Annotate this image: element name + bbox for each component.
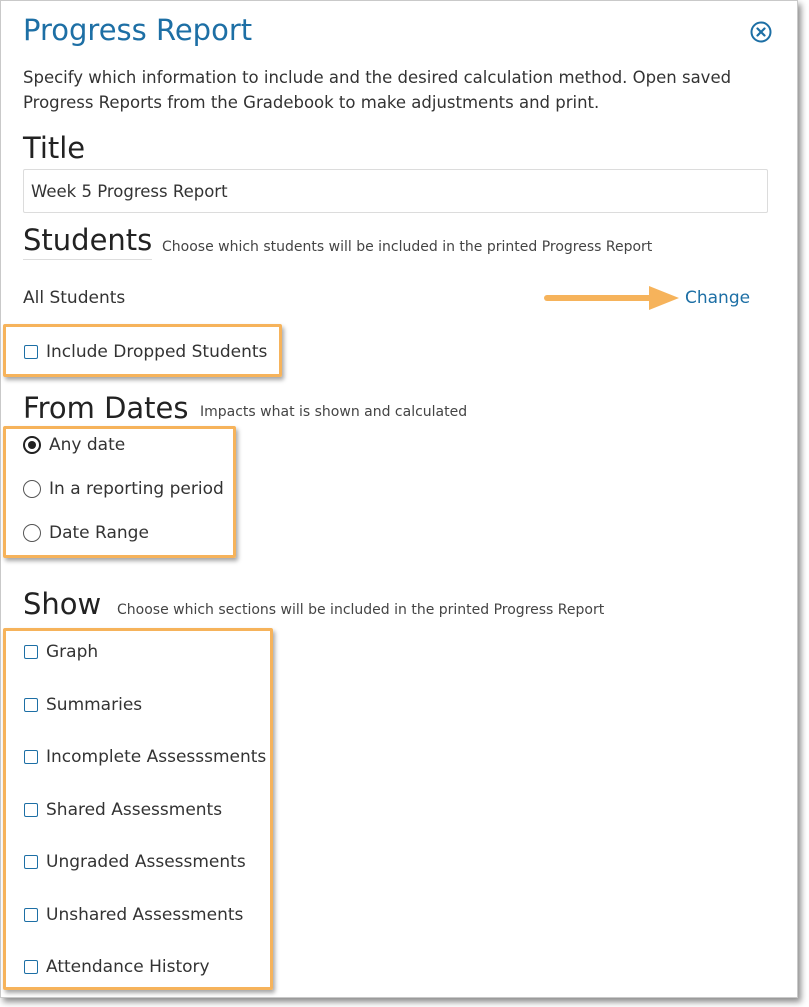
checkbox[interactable] bbox=[24, 803, 38, 817]
checkbox[interactable] bbox=[24, 750, 38, 764]
arrow-right-icon bbox=[541, 283, 681, 313]
date-range-radio[interactable] bbox=[23, 524, 41, 542]
checkbox[interactable] bbox=[24, 645, 38, 659]
dialog-title: Progress Report bbox=[23, 13, 253, 47]
from-dates-option-label: In a reporting period bbox=[49, 479, 224, 499]
show-option-label: Ungraded Assessments bbox=[46, 852, 246, 872]
checkbox[interactable] bbox=[24, 908, 38, 922]
show-option-label: Incomplete Assesssments bbox=[46, 747, 267, 767]
student-selection: All Students bbox=[23, 288, 126, 308]
show-option-label: Shared Assessments bbox=[46, 800, 223, 820]
from-dates-option[interactable] bbox=[23, 435, 125, 455]
show-option-label: Graph bbox=[46, 642, 99, 662]
from-dates-heading: From Dates bbox=[23, 391, 189, 425]
from-dates-option[interactable] bbox=[23, 523, 149, 543]
show-option-summaries[interactable] bbox=[24, 695, 142, 715]
include-dropped-checkbox[interactable] bbox=[24, 345, 38, 359]
students-hint: Choose which students will be included in the printed Progress Report bbox=[162, 239, 653, 255]
close-button[interactable] bbox=[750, 21, 772, 43]
dialog-description: Specify which information to include and the desired calculation method. Open saved Progress Reports from the Gradebook to make adjustments and print. bbox=[23, 68, 732, 112]
show-option-graph[interactable] bbox=[24, 642, 98, 662]
title-heading: Title bbox=[23, 131, 86, 165]
show-hint: Choose which sections will be included in the printed Progress Report bbox=[117, 602, 605, 618]
checkbox[interactable] bbox=[24, 698, 38, 712]
show-option-attendance[interactable] bbox=[24, 957, 210, 977]
show-option-label: Summaries bbox=[46, 695, 143, 715]
show-option-incomplete[interactable] bbox=[24, 747, 266, 767]
from-dates-option-label: Date Range bbox=[49, 523, 149, 543]
show-option-shared[interactable] bbox=[24, 800, 222, 820]
reporting-period-radio[interactable] bbox=[23, 480, 41, 498]
title-input[interactable] bbox=[23, 169, 768, 213]
close-icon bbox=[750, 21, 772, 43]
include-dropped-label: Include Dropped Students bbox=[46, 342, 268, 362]
checkbox[interactable] bbox=[24, 960, 38, 974]
from-dates-hint: Impacts what is shown and calculated bbox=[200, 404, 468, 420]
show-heading: Show bbox=[23, 587, 102, 621]
from-dates-option-label: Any date bbox=[49, 435, 126, 455]
show-option-label: Unshared Assessments bbox=[46, 905, 244, 925]
any-date-radio[interactable] bbox=[23, 436, 41, 454]
show-option-unshared[interactable] bbox=[24, 905, 243, 925]
include-dropped-option[interactable] bbox=[24, 342, 267, 362]
from-dates-option[interactable] bbox=[23, 479, 224, 499]
students-heading: Students bbox=[23, 223, 152, 260]
change-link[interactable]: Change bbox=[685, 288, 751, 308]
show-option-ungraded[interactable] bbox=[24, 852, 246, 872]
show-option-label: Attendance History bbox=[46, 957, 210, 977]
checkbox[interactable] bbox=[24, 855, 38, 869]
